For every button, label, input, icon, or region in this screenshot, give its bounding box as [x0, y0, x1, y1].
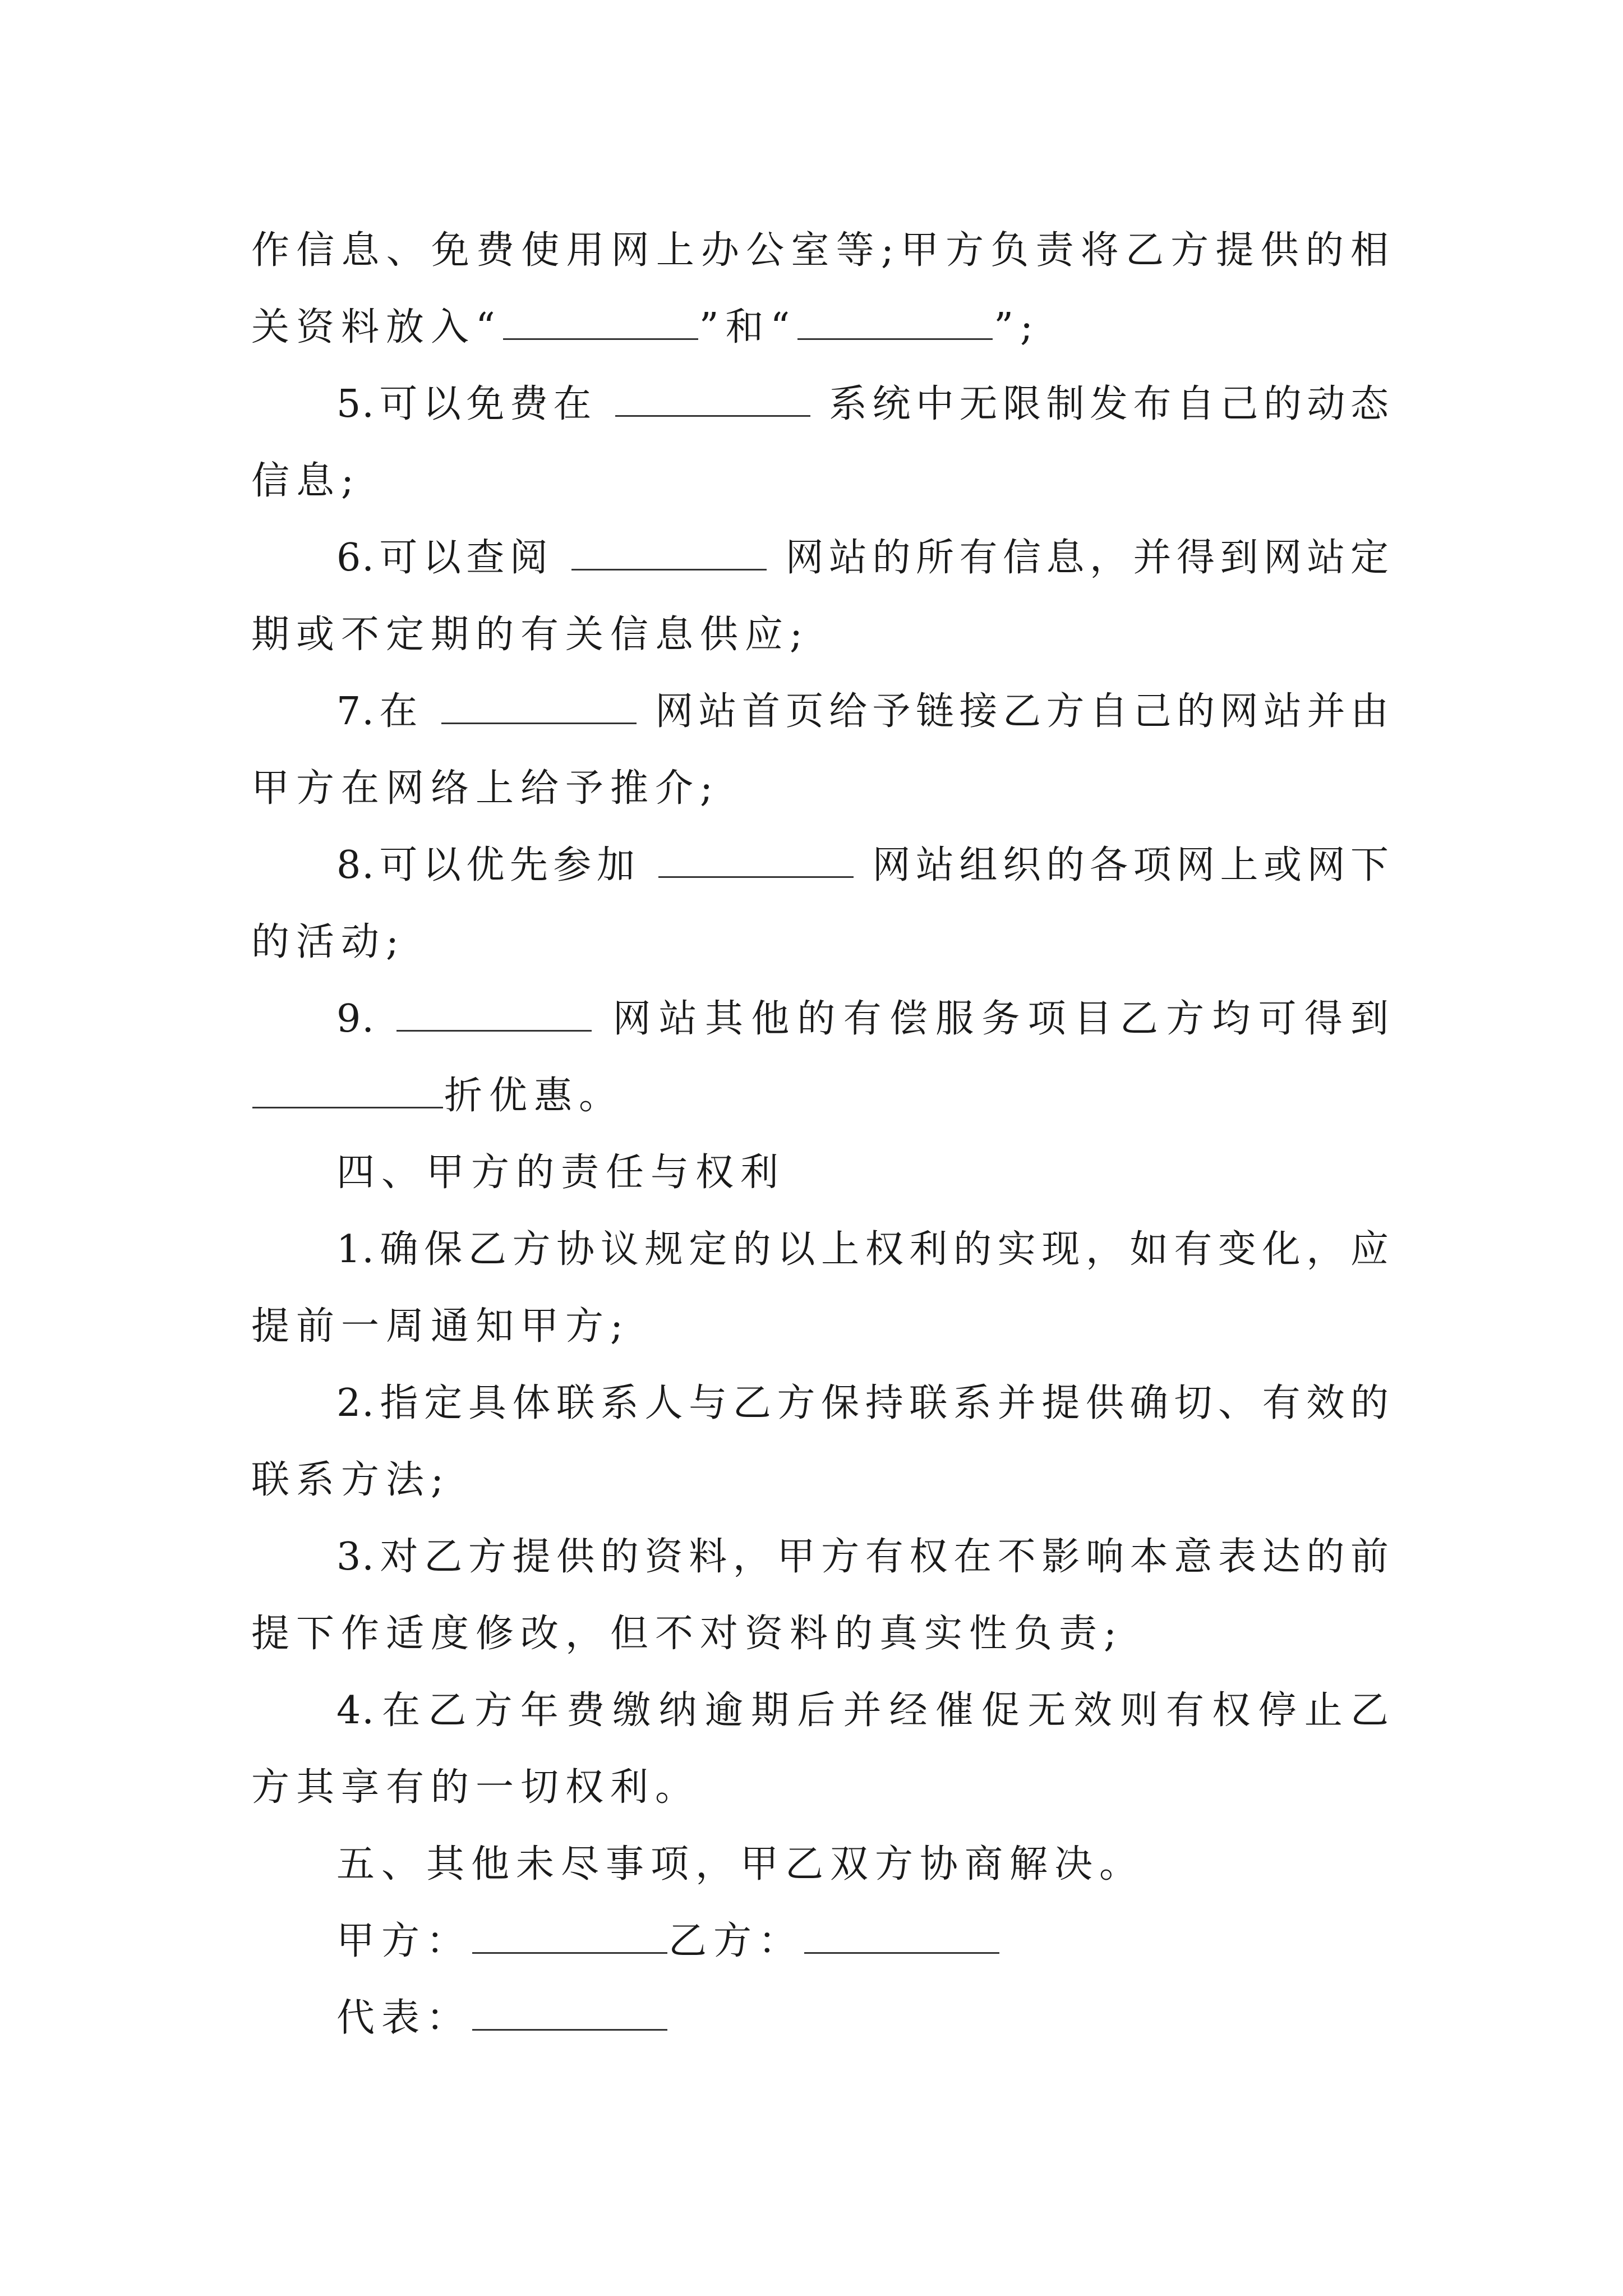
text: ”和“ — [699, 305, 797, 349]
paragraph-line — [251, 212, 1390, 289]
text: 网站其他的有偿服务项目乙方均可得到 — [612, 997, 1390, 1041]
item-number: 8.可以优先参加 — [336, 843, 640, 887]
text: 甲方在网络上给予推介; — [251, 766, 720, 811]
paragraph-line — [251, 1288, 1390, 1365]
text: 系统中无限制发布自己的动态 — [829, 382, 1390, 426]
text: 作信息、免费使用网上办公室等;甲方负责将乙方提供的相 — [251, 228, 1390, 273]
item-number: 9. — [336, 997, 375, 1041]
representative-blank[interactable] — [472, 1998, 667, 2031]
paragraph-line — [251, 827, 1390, 904]
paragraph-line — [251, 596, 1390, 673]
fill-blank[interactable] — [441, 691, 637, 724]
fill-blank[interactable] — [396, 999, 592, 1032]
text: ”; — [994, 305, 1040, 349]
party-a-blank[interactable] — [472, 1921, 667, 1954]
text: 1.确保乙方协议规定的以上权利的实现，如有变化，应 — [336, 1227, 1390, 1272]
text: 提前一周通知甲方; — [251, 1304, 630, 1349]
paragraph-line — [251, 981, 1390, 1057]
text: 折优惠。 — [444, 1074, 624, 1118]
text: 网站组织的各项网上或网下 — [872, 843, 1390, 887]
party-a-label: 甲方： — [336, 1919, 472, 1963]
text: 提下作适度修改，但不对资料的真实性负责; — [251, 1612, 1123, 1656]
fill-blank[interactable] — [571, 537, 767, 570]
text: 2.指定具体联系人与乙方保持联系并提供确切、有效的 — [336, 1381, 1390, 1425]
text: 的活动; — [251, 920, 405, 964]
paragraph-line — [251, 1365, 1390, 1442]
paragraph-line — [251, 673, 1390, 750]
paragraph-line — [251, 1057, 1390, 1134]
text: 方其享有的一切权利。 — [251, 1765, 700, 1810]
party-b-label: 乙方： — [668, 1919, 804, 1963]
paragraph-line — [251, 366, 1390, 443]
fill-blank[interactable] — [252, 1075, 443, 1108]
text: 3.对乙方提供的资料，甲方有权在不影响本意表达的前 — [336, 1535, 1390, 1579]
paragraph-line — [251, 519, 1390, 596]
paragraph-line — [251, 750, 1390, 827]
text: 信息; — [251, 459, 361, 503]
fill-blank[interactable] — [658, 845, 854, 878]
section-heading — [251, 1826, 1390, 1903]
paragraph-line — [251, 1211, 1390, 1288]
paragraph-line — [251, 1749, 1390, 1826]
party-b-blank[interactable] — [804, 1921, 999, 1954]
representative-label: 代表： — [336, 1996, 472, 2040]
paragraph-line — [251, 1595, 1390, 1672]
heading-text: 四、甲方的责任与权利 — [336, 1151, 786, 1195]
fill-blank[interactable] — [503, 307, 698, 340]
item-number: 7.在 — [336, 689, 423, 734]
text: 4.在乙方年费缴纳逾期后并经催促无效则有权停止乙 — [336, 1688, 1390, 1733]
text: 联系方法; — [251, 1458, 450, 1502]
paragraph-line — [251, 1519, 1390, 1595]
paragraph-line — [251, 904, 1390, 981]
signature-line — [251, 1903, 1390, 1980]
section-heading — [251, 1134, 1390, 1211]
item-number: 5.可以免费在 — [336, 382, 597, 426]
text: 关资料放入“ — [251, 305, 502, 349]
item-number: 6.可以查阅 — [336, 536, 554, 580]
text: 网站首页给予链接乙方自己的网站并由 — [655, 689, 1390, 734]
paragraph-line — [251, 443, 1390, 519]
text: 期或不定期的有关信息供应; — [251, 613, 809, 657]
paragraph-line — [251, 1672, 1390, 1749]
paragraph-line — [251, 289, 1390, 366]
fill-blank[interactable] — [797, 307, 993, 340]
paragraph-line — [251, 1442, 1390, 1519]
signature-line — [251, 1980, 1390, 2056]
document-page — [251, 212, 1390, 2056]
text: 网站的所有信息，并得到网站定 — [785, 536, 1390, 580]
fill-blank[interactable] — [615, 384, 810, 417]
heading-text: 五、其他未尽事项，甲乙双方协商解决。 — [336, 1842, 1145, 1887]
